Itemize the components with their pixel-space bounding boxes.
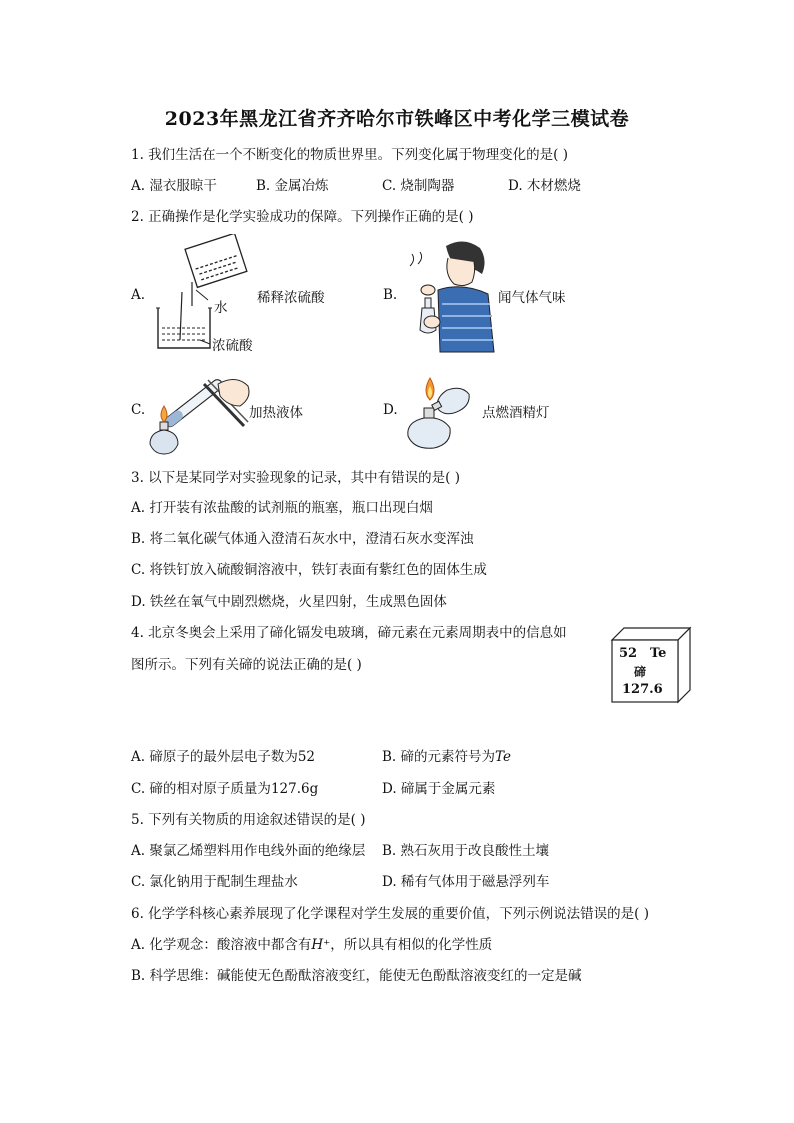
question-4-option-b: [382, 748, 511, 766]
question-5-option-d: D. 稀有气体用于磁悬浮列车: [382, 874, 550, 890]
option-b-caption: 闻气体气味: [498, 290, 566, 306]
question-4-option-a: [131, 748, 315, 766]
option-b-text: B. 碲的元素符号为: [382, 749, 496, 765]
option-d-caption: 点燃酒精灯: [482, 405, 550, 421]
question-3-option-b: B. 将二氧化碳气体通入澄清石灰水中，澄清石灰水变浑浊: [131, 531, 474, 547]
question-4-option-d: [382, 780, 495, 798]
option-a-suffix: ，所以具有相似的化学性质: [330, 937, 493, 953]
question-2-option-a: A.: [131, 287, 146, 303]
element-card: [610, 626, 692, 704]
question-4-stem-line-2: 图所示。下列有关碲的说法正确的是( ): [131, 657, 362, 673]
option-a-math: H⁺: [311, 937, 331, 953]
option-b-math: Te: [495, 749, 511, 765]
heat-liquid-figure: [144, 362, 252, 462]
option-a-caption: 稀释浓硫酸: [257, 290, 325, 306]
acid-label: 浓硫酸: [212, 338, 253, 354]
option-a-text: A. 化学观念：酸溶液中都含有: [131, 937, 312, 953]
element-mass: 127.6: [622, 682, 663, 697]
water-label: 水: [214, 300, 228, 316]
option-c-caption: 加热液体: [249, 405, 303, 421]
option-c-text: C. 碲的相对原子质量为: [131, 781, 271, 797]
option-a-math: 52: [297, 749, 316, 765]
question-3-stem: 3. 以下是某同学对实验现象的记录，其中有错误的是( ): [131, 470, 460, 486]
question-6-stem: 6. 化学学科核心素养展现了化学课程对学生发展的重要价值，下列示例说法错误的是( ): [131, 906, 649, 922]
question-1-option-a: A. 湿衣服晾干: [131, 178, 217, 194]
element-number: 52: [619, 646, 638, 661]
element-name: 碲: [634, 665, 647, 679]
light-lamp-figure: [402, 366, 484, 456]
question-1-stem: 1. 我们生活在一个不断变化的物质世界里。下列变化属于物理变化的是( ): [131, 147, 568, 163]
question-6-option-a: [131, 936, 492, 954]
question-3-option-a: A. 打开装有浓盐酸的试剂瓶的瓶塞，瓶口出现白烟: [131, 500, 433, 516]
question-2-stem: 2. 正确操作是化学实验成功的保障。下列操作正确的是( ): [131, 209, 474, 225]
question-4-option-c: [131, 780, 318, 798]
question-1-option-d: D. 木材燃烧: [508, 178, 581, 194]
question-1-option-c: C. 烧制陶器: [382, 178, 455, 194]
option-a-text: A. 碲原子的最外层电子数为: [131, 749, 298, 765]
question-5-option-c: C. 氯化钠用于配制生理盐水: [131, 874, 298, 890]
element-symbol: Te: [650, 646, 667, 661]
option-c-math: 127.6g: [270, 781, 319, 797]
smell-gas-figure: [402, 238, 498, 354]
question-3-option-d: D. 铁丝在氧气中剧烈燃烧，火星四射，生成黑色固体: [131, 594, 447, 610]
question-4-stem-line-1: 4. 北京冬奥会上采用了碲化镉发电玻璃，碲元素在元素周期表中的信息如: [131, 625, 567, 641]
question-5-stem: 5. 下列有关物质的用途叙述错误的是( ): [131, 812, 366, 828]
question-5-option-a: A. 聚氯乙烯塑料用作电线外面的绝缘层: [131, 843, 366, 859]
question-1-option-b: B. 金属冶炼: [256, 178, 329, 194]
option-b-text: B. 科学思维：碱能使无色酚酞溶液变红，能使无色酚酞溶液变红的一定是碱: [131, 968, 582, 984]
question-6-option-b: [131, 967, 582, 985]
question-3-option-c: C. 将铁钉放入硫酸铜溶液中，铁钉表面有紫红色的固体生成: [131, 562, 487, 578]
page-title: 2023年黑龙江省齐齐哈尔市铁峰区中考化学三模试卷: [164, 108, 630, 130]
question-2-option-c: C.: [131, 402, 146, 418]
option-d-text: D. 碲属于金属元素: [382, 781, 496, 797]
question-2-option-b: B.: [383, 287, 398, 303]
question-5-option-b: B. 熟石灰用于改良酸性土壤: [382, 843, 550, 859]
question-2-option-d: D.: [383, 402, 398, 418]
